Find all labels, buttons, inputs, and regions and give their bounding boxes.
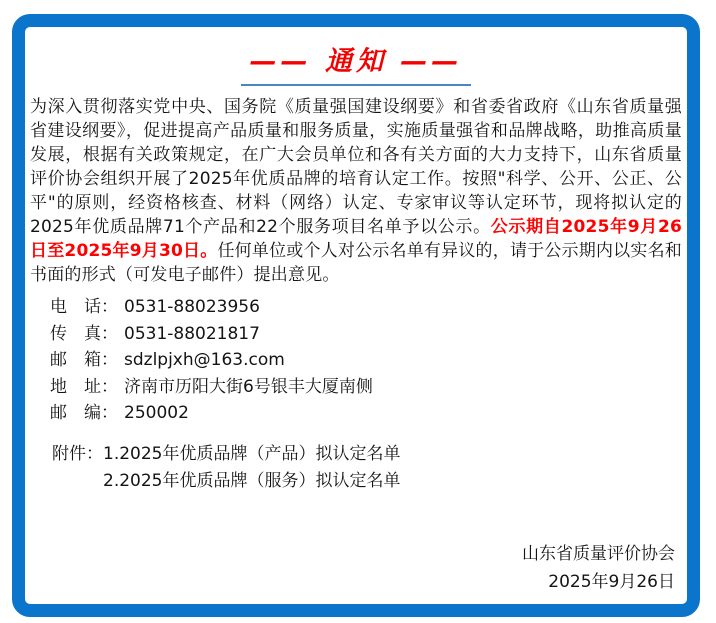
contact-info-list — [50, 294, 682, 427]
notice-content-area — [25, 27, 687, 604]
contact-row-postcode — [50, 400, 682, 427]
attachments-items — [103, 441, 400, 495]
address-value: 济南市历阳大街6号银丰大厦南侧 — [124, 376, 373, 397]
title-block — [30, 39, 682, 86]
email-value: sdzlpjxh@163.com — [124, 350, 285, 370]
contact-row-phone — [50, 294, 682, 321]
postcode-value: 250002 — [124, 403, 189, 423]
page-title: —— 通知 —— — [249, 46, 463, 77]
notice-body-before: 为深入贯彻落实党中央、国务院《质量强国建设纲要》和省委省政府《山东省质量强省建设纲要》，促进提高产品质量和服务质量，实施质量强省和品牌战略，助推高质量发展，根据有关政策规定，在广大会员单位和各有关方面的大力支持下，山东省质量评价协会组织开展了2025年优质品牌的培育认定工作。按照"科学、公开、公正、公平"的原则，经资格核查、材料（网络）认定、专家审议等认定环节，现将拟认定的2025年优质品牌71个产品和22个服务项目名单予以公示。 — [30, 97, 682, 237]
signature-date: 2025年9月26日 — [548, 572, 675, 592]
notice-body — [30, 95, 682, 287]
title-underline — [241, 84, 471, 86]
attachments-label: 附件： — [52, 443, 103, 464]
public-notice-period-highlight: 公示期自2025年9月26日至2025年9月30日。 — [30, 217, 682, 261]
fax-label: 传 真： — [50, 323, 118, 344]
signature-organization: 山东省质量评价协会 — [522, 544, 675, 564]
contact-row-address — [50, 374, 682, 401]
notice-body-after: 任何单位或个人对公示名单有异议的，请于公示期内以实名和书面的形式（可发电子邮件）提出意见。 — [30, 241, 682, 285]
contact-row-fax — [50, 321, 682, 348]
email-label: 邮 箱： — [50, 350, 118, 370]
address-label: 地 址： — [50, 376, 118, 397]
contact-row-email — [50, 347, 682, 374]
phone-label: 电 话： — [50, 297, 118, 317]
signature-block — [522, 540, 675, 596]
attachments-block — [52, 441, 682, 495]
phone-value: 0531-88023956 — [124, 297, 260, 317]
attachment-item-services: 2.2025年优质品牌（服务）拟认定名单 — [103, 470, 401, 491]
notice-frame — [12, 14, 700, 617]
attachment-item-products: 1.2025年优质品牌（产品）拟认定名单 — [103, 443, 401, 464]
postcode-label: 邮 编： — [50, 403, 118, 423]
fax-value: 0531-88021817 — [124, 323, 260, 344]
